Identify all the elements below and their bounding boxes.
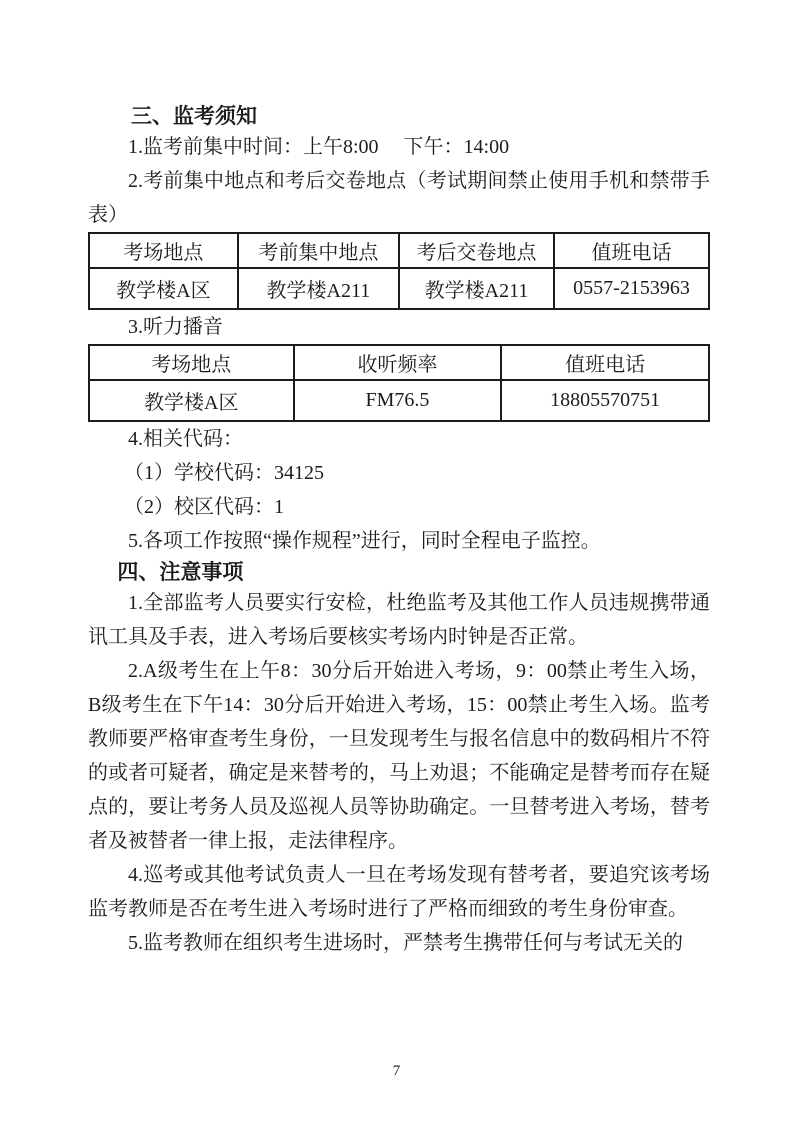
location-table-data-row: [89, 268, 709, 309]
broadcast-table-header-row: [89, 345, 709, 380]
table-header-cell: 值班电话: [554, 233, 709, 268]
table-cell-exam-area: 教学楼A区: [89, 380, 294, 421]
table-cell-exam-area: 教学楼A区: [89, 268, 238, 309]
paragraph-assembly-time: 1.监考前集中时间：上午8:00 下午：14:00: [128, 136, 510, 158]
broadcast-table: [88, 344, 710, 422]
table-header-cell: 考后交卷地点: [399, 233, 554, 268]
broadcast-table-data-row: [89, 380, 709, 421]
paragraph-inspection-accountability: 4.巡考或其他考试负责人一旦在考场发现有替考者，要追究该考场监考教师是否在考生进入考场时进行了严格而细致的考生身份审查。: [88, 864, 710, 920]
paragraph-campus-code: （2）校区代码：1: [124, 496, 284, 518]
table-cell-pre-exam-location: 教学楼A211: [238, 268, 399, 309]
paragraph-entry-rules: 2.A级考生在上午8：30分后开始进入考场，9：00禁止考生入场，B级考生在下午14：30分后开始进入考场，15：00禁止考生入场。监考教师要严格审查考生身份，一旦发现考生与报名信息中的数码相片不符的或者可疑者，确定是来替考的，马上劝退；不能确定是替考而存在疑点的，要让考务人员及巡视人员等协助确定。一旦替考进入考场，替考者及被替者一律上报，走法律程序。: [88, 660, 710, 852]
section-heading-invigilation: 三、监考须知: [131, 104, 258, 128]
table-header-cell: 值班电话: [501, 345, 709, 380]
table-header-cell: 考场地点: [89, 233, 238, 268]
table-header-cell: 收听频率: [294, 345, 502, 380]
paragraph-prohibited-items: 5.监考教师在组织考生进场时，严禁考生携带任何与考试无关的: [128, 932, 683, 954]
table-header-cell: 考场地点: [89, 345, 294, 380]
page-number: 7: [392, 1063, 401, 1079]
section-heading-notes: 四、注意事项: [117, 560, 244, 584]
table-cell-duty-phone: 18805570751: [501, 380, 709, 421]
table-header-cell: 考前集中地点: [238, 233, 399, 268]
location-table: [88, 232, 710, 310]
location-table-header-row: [89, 233, 709, 268]
table-cell-radio-frequency: FM76.5: [294, 380, 502, 421]
paragraph-security-check: 1.全部监考人员要实行安检，杜绝监考及其他工作人员违规携带通讯工具及手表，进入考场后要核实考场内时钟是否正常。: [88, 592, 710, 648]
paragraph-assembly-locations: 2.考前集中地点和考后交卷地点（考试期间禁止使用手机和禁带手表）: [88, 170, 710, 226]
paragraph-related-codes: 4.相关代码：: [128, 428, 243, 450]
paragraph-operating-procedures: 5.各项工作按照“操作规程”进行，同时全程电子监控。: [128, 530, 601, 552]
table-cell-post-exam-location: 教学楼A211: [399, 268, 554, 309]
paragraph-school-code: （1）学校代码：34125: [124, 462, 324, 484]
table-cell-duty-phone: 0557-2153963: [554, 268, 709, 309]
paragraph-listening-broadcast: 3.听力播音: [128, 316, 223, 338]
